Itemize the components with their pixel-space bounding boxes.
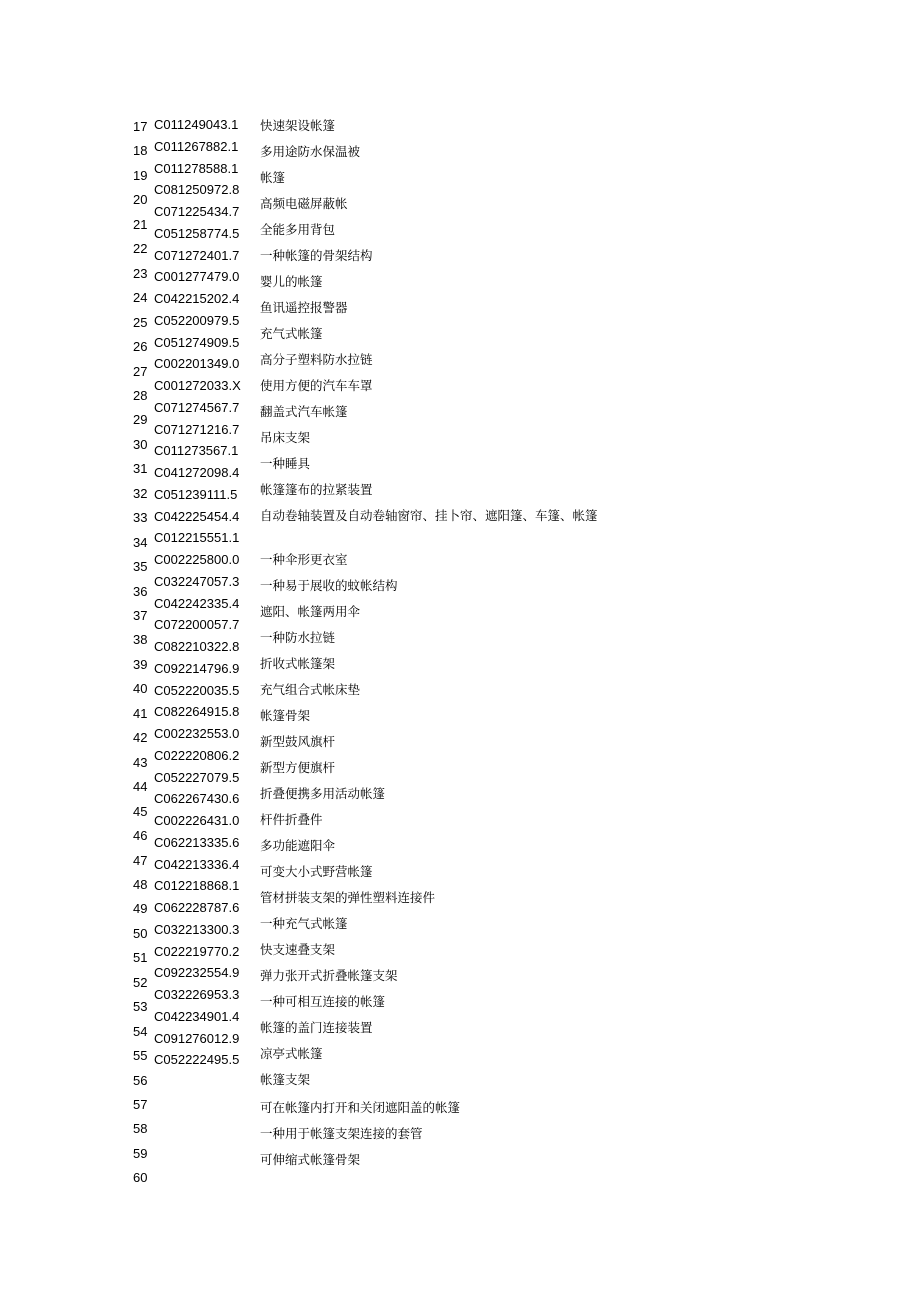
patent-title: 使用方便的汽车车罩 — [260, 378, 373, 393]
patent-title: 高频电磁屏蔽帐 — [260, 196, 348, 211]
row-number: 55 — [133, 1048, 148, 1064]
row-number: 58 — [133, 1121, 148, 1137]
patent-code: C042225454.4 — [154, 508, 240, 524]
row-number: 27 — [133, 363, 148, 379]
row-number: 22 — [133, 241, 148, 257]
patent-title: 快速架设帐篷 — [260, 118, 336, 133]
patent-code: C052227079.5 — [154, 769, 240, 785]
patent-code: C042215202.4 — [154, 291, 240, 306]
patent-title: 一种防水拉链 — [260, 630, 336, 645]
patent-title: 可伸缩式帐篷骨架 — [260, 1152, 361, 1167]
patent-code: C051239111.5 — [154, 486, 238, 502]
row-number: 53 — [133, 999, 148, 1015]
patent-code: C011278588.1 — [154, 160, 239, 176]
row-number: 32 — [133, 485, 148, 501]
patent-title: 充气组合式帐床垫 — [260, 682, 361, 697]
patent-title: 帐篷 — [260, 170, 286, 185]
patent-title: 一种睡具 — [260, 456, 311, 471]
row-number: 57 — [133, 1097, 148, 1112]
patent-code: C002226431.0 — [154, 813, 240, 828]
row-number: 40 — [133, 681, 148, 697]
patent-title: 弹力张开式折叠帐篷支架 — [260, 968, 398, 983]
patent-title: 凉亭式帐篷 — [260, 1046, 323, 1061]
patent-title: 帐篷篷布的拉紧装置 — [260, 482, 373, 497]
row-number: 20 — [133, 192, 148, 208]
patent-title: 一种充气式帐篷 — [260, 916, 348, 931]
row-number: 54 — [133, 1023, 148, 1039]
row-number: 18 — [133, 143, 148, 159]
patent-code: C002232553.0 — [154, 726, 240, 741]
row-number: 36 — [133, 583, 148, 599]
row-number: 56 — [133, 1072, 148, 1088]
patent-code: C002225800.0 — [154, 552, 240, 567]
patent-code: C052200979.5 — [154, 312, 240, 328]
patent-title: 帐篷支架 — [260, 1072, 311, 1087]
patent-title: 全能多用背包 — [260, 222, 336, 237]
patent-code: C012215551.1 — [154, 530, 240, 546]
patent-code: C062228787.6 — [154, 900, 240, 915]
patent-code: C071272401.7 — [154, 247, 240, 263]
patent-title: 一种易于展收的蚊帐结构 — [260, 578, 398, 593]
patent-code: C051274909.5 — [154, 334, 240, 350]
row-number: 31 — [133, 461, 148, 477]
patent-code: C071225434.7 — [154, 204, 240, 219]
patent-title: 自动卷轴装置及自动卷轴窗帘、挂卜帘、遮阳篷、车篷、帐篷 — [260, 508, 598, 523]
patent-title: 多功能遮阳伞 — [260, 838, 336, 853]
row-number: 42 — [133, 730, 148, 746]
patent-code: C001272033.X — [154, 378, 241, 393]
row-number: 37 — [133, 608, 148, 623]
row-number: 30 — [133, 436, 148, 452]
patent-code: C042234901.4 — [154, 1008, 240, 1024]
patent-title: 充气式帐篷 — [260, 326, 323, 341]
patent-title: 折叠便携多用活动帐篷 — [260, 786, 386, 801]
patent-title: 一种帐篷的骨架结构 — [260, 248, 373, 263]
patent-title: 高分子塑料防水拉链 — [260, 352, 373, 367]
patent-code: C062267430.6 — [154, 791, 240, 807]
patent-code: C052220035.5 — [154, 682, 240, 698]
row-number: 44 — [133, 779, 148, 795]
row-number: 45 — [133, 803, 148, 819]
patent-title: 帐篷的盖门连接装置 — [260, 1020, 373, 1035]
patent-title: 一种伞形更衣室 — [260, 552, 348, 567]
patent-code: C032247057.3 — [154, 573, 240, 589]
patent-title: 吊床支架 — [260, 430, 311, 445]
row-number: 38 — [133, 632, 148, 648]
patent-code: C052222495.5 — [154, 1052, 240, 1068]
patent-code: C092232554.9 — [154, 965, 240, 981]
patent-code: C042242335.4 — [154, 595, 240, 611]
patent-title: 一种用于帐篷支架连接的套管 — [260, 1126, 423, 1141]
row-number: 19 — [133, 167, 148, 183]
row-number: 28 — [133, 387, 148, 403]
patent-title: 多用途防水保温被 — [260, 144, 361, 159]
row-number: 24 — [133, 290, 148, 306]
patent-code: C062213335.6 — [154, 834, 240, 850]
row-number: 50 — [133, 925, 148, 941]
row-number: 60 — [133, 1170, 148, 1186]
row-number: 23 — [133, 265, 148, 281]
row-number: 43 — [133, 754, 148, 770]
patent-code: C071271216.7 — [154, 421, 240, 437]
patent-code: C032226953.3 — [154, 987, 240, 1002]
patent-title: 帐篷骨架 — [260, 708, 311, 723]
patent-code: C092214796.9 — [154, 660, 240, 676]
row-number: 48 — [133, 876, 148, 892]
patent-title: 快支速叠支架 — [260, 942, 336, 957]
patent-code: C002201349.0 — [154, 356, 240, 372]
patent-code: C081250972.8 — [154, 182, 240, 198]
patent-title: 婴儿的帐篷 — [260, 274, 323, 289]
patent-code: C091276012.9 — [154, 1030, 240, 1046]
patent-code: C022219770.2 — [154, 943, 240, 959]
row-number: 59 — [133, 1145, 148, 1161]
row-number: 35 — [133, 559, 148, 575]
row-number: 41 — [133, 705, 148, 721]
row-number: 47 — [133, 852, 148, 868]
patent-title: 杆件折叠件 — [260, 812, 323, 827]
patent-code: C042213336.4 — [154, 856, 240, 872]
row-number: 17 — [133, 119, 148, 134]
patent-code: C041272098.4 — [154, 465, 240, 480]
row-number: 39 — [133, 656, 148, 672]
row-number: 46 — [133, 828, 148, 844]
row-number: 34 — [133, 534, 148, 550]
row-number: 33 — [133, 510, 148, 526]
patent-title: 新型方便旗杆 — [260, 760, 336, 775]
patent-title: 可变大小式野营帐篷 — [260, 864, 373, 879]
patent-code: C072200057.7 — [154, 617, 240, 633]
patent-code: C032213300.3 — [154, 921, 240, 937]
patent-code: C001277479.0 — [154, 269, 240, 285]
patent-title: 折收式帐篷架 — [260, 656, 336, 671]
row-number: 52 — [133, 974, 148, 990]
row-number: 25 — [133, 314, 148, 330]
row-number: 29 — [133, 412, 148, 428]
row-number: 21 — [133, 216, 148, 232]
patent-code: C082210322.8 — [154, 639, 240, 654]
patent-code: C011267882.1 — [154, 138, 239, 154]
patent-code: C022220806.2 — [154, 747, 240, 763]
patent-title: 管材拼装支架的弹性塑料连接件 — [260, 890, 436, 905]
patent-title: 可在帐篷内打开和关闭遮阳盖的帐篷 — [260, 1100, 461, 1115]
patent-code: C051258774.5 — [154, 225, 240, 241]
patent-title: 翻盖式汽车帐篷 — [260, 404, 348, 419]
patent-code: C082264915.8 — [154, 704, 240, 720]
patent-code: C011273567.1 — [154, 443, 239, 459]
patent-code: C011249043.1 — [154, 117, 239, 132]
row-number: 26 — [133, 339, 148, 355]
patent-title: 鱼讯遥控报警器 — [260, 300, 348, 315]
row-number: 49 — [133, 901, 148, 917]
patent-code: C071274567.7 — [154, 399, 240, 415]
patent-title: 新型鼓风旗杆 — [260, 734, 336, 749]
patent-title: 遮阳、帐篷两用伞 — [260, 604, 361, 619]
patent-code: C012218868.1 — [154, 878, 240, 894]
patent-title: 一种可相互连接的帐篷 — [260, 994, 386, 1009]
row-number: 51 — [133, 950, 148, 966]
